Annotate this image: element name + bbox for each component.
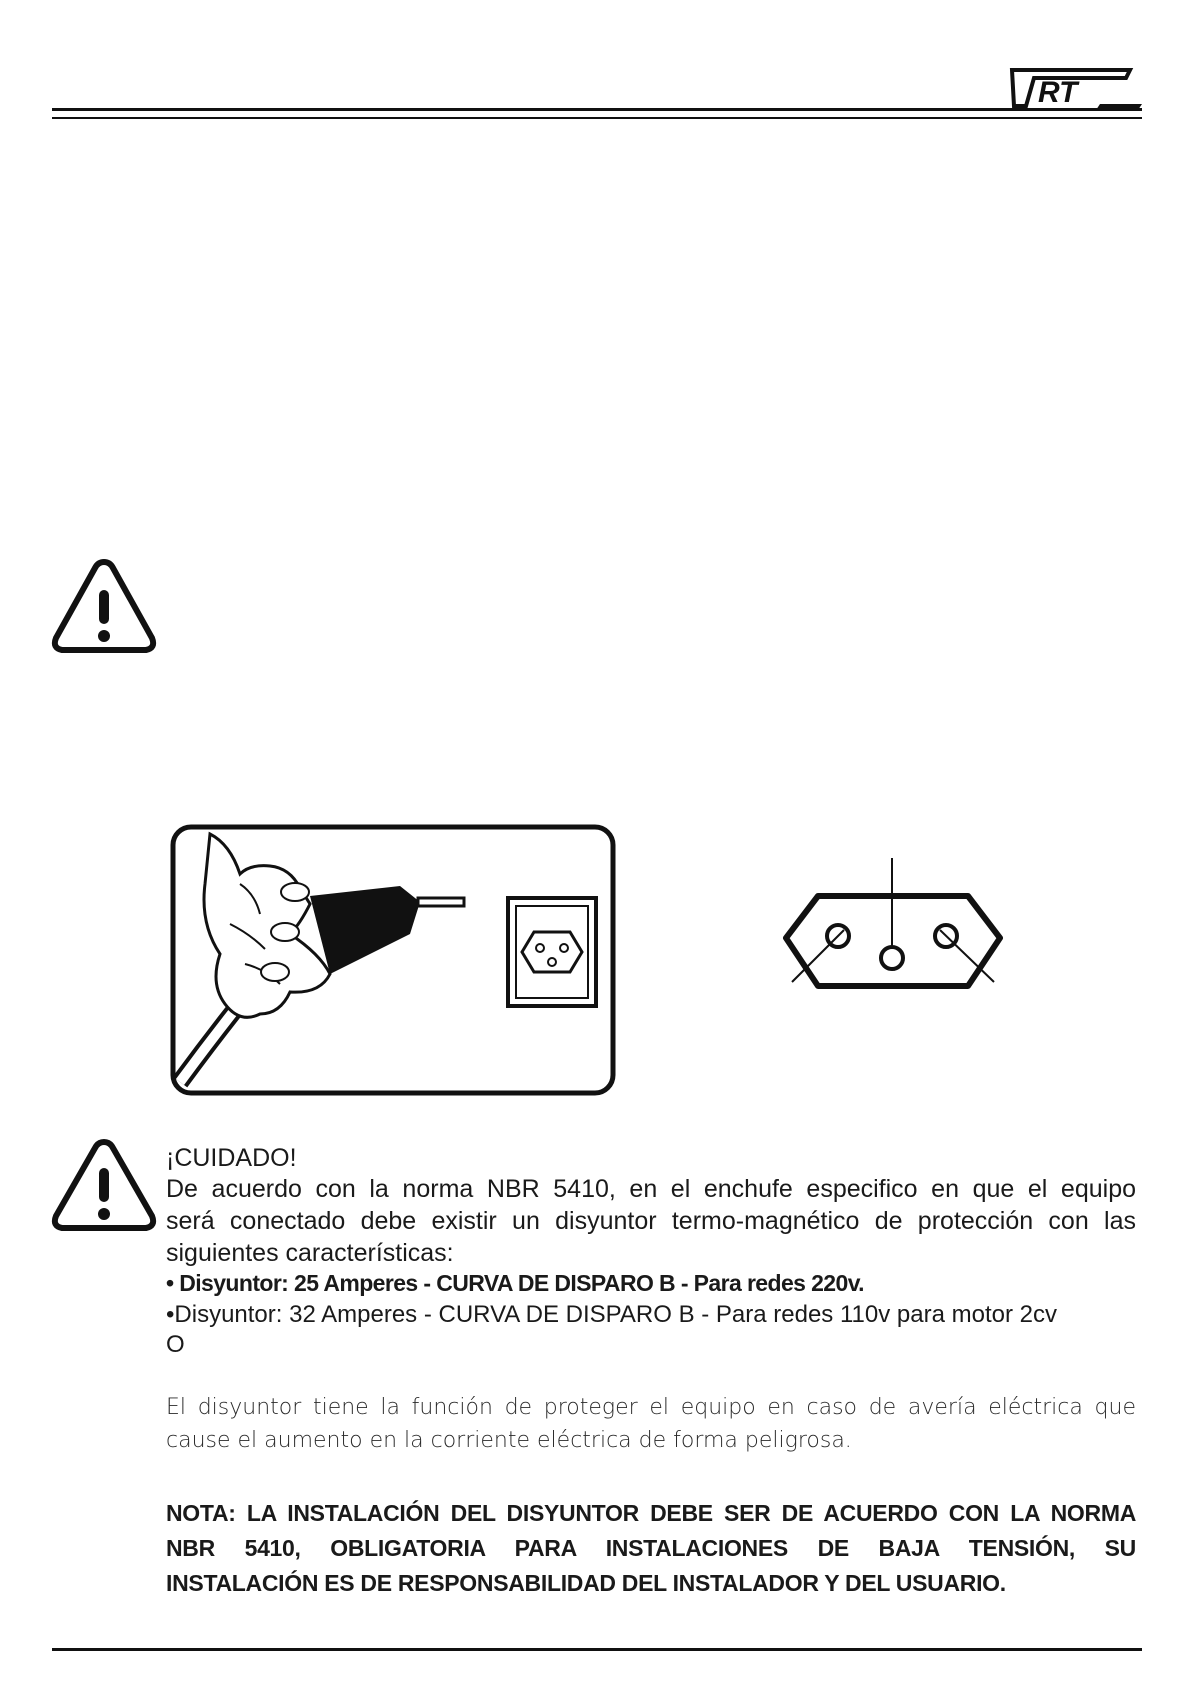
note-line: NOTA: LA INSTALACIÓN DEL DISYUNTOR DEBE SER DE ACUERDO CON LA NORMA (166, 1500, 1136, 1526)
caution-intro-line: De acuerdo con la norma NBR 5410, en el enchufe especifico en que el equipo (166, 1175, 1136, 1203)
warning-triangle-icon (50, 556, 158, 656)
header-rule-thin (52, 117, 1142, 119)
breaker-110v-bullet: •Disyuntor: 32 Amperes - CURVA DE DISPARO B - Para redes 110v para motor 2cv (166, 1301, 1057, 1328)
explanation-line: El disyuntor tiene la función de proteger el equipo en caso de avería eléctrica que (166, 1395, 1136, 1420)
breaker-220v-bullet: • Disyuntor: 25 Amperes - CURVA DE DISPARO B - Para redes 220v. (166, 1270, 864, 1296)
breaker-explanation (166, 1391, 1136, 1457)
breaker-110v-bullet-tail: O (166, 1331, 185, 1358)
rt-logo (1004, 66, 1144, 112)
svg-text:RT: RT (1038, 76, 1078, 109)
three-pin-socket-diagram (782, 858, 1004, 990)
note-line: INSTALACIÓN ES DE RESPONSABILIDAD DEL INSTALADOR Y DEL USUARIO. (166, 1570, 1006, 1596)
caution-intro (166, 1173, 1136, 1269)
caution-title: ¡CUIDADO! (166, 1144, 297, 1172)
footer-rule (52, 1648, 1142, 1651)
caution-intro-line: será conectado debe existir un disyuntor termo-magnético de protección con las (166, 1207, 1136, 1235)
caution-intro-line: siguientes características: (166, 1239, 454, 1267)
note-line: NBR 5410, OBLIGATORIA PARA INSTALACIONES DE BAJA TENSIÓN, SU (166, 1535, 1136, 1561)
explanation-line: cause el aumento en la corriente eléctrica de forma peligrosa. (166, 1428, 852, 1453)
warning-triangle-icon (50, 1136, 158, 1234)
installation-note (166, 1496, 1136, 1601)
hand-plug-socket-illustration (170, 824, 616, 1096)
header-rule-thick (52, 108, 1142, 111)
